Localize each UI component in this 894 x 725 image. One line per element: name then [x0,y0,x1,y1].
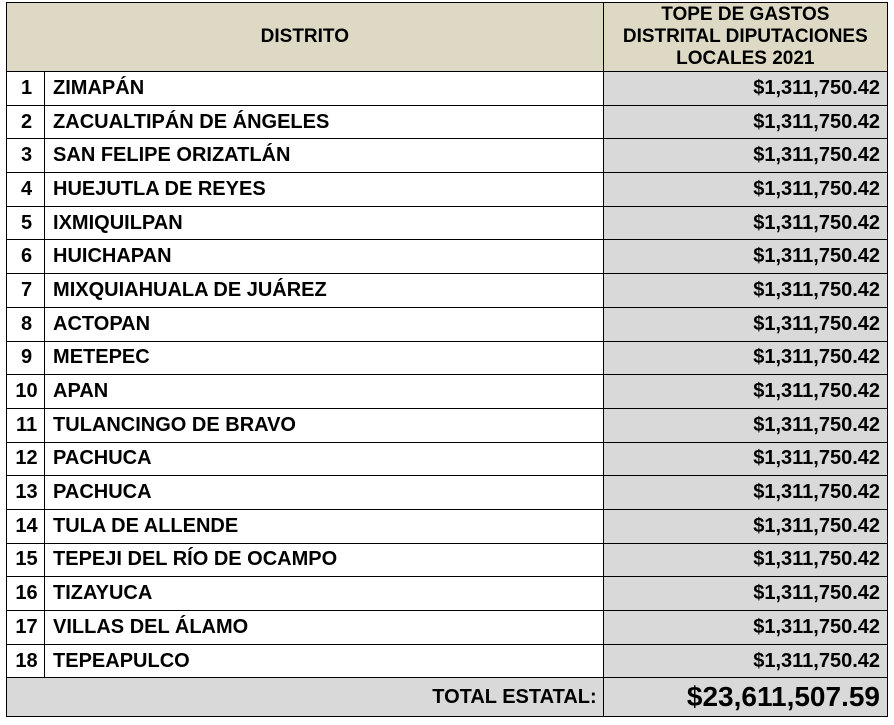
district-number-cell[interactable]: 12 [7,442,45,476]
district-number-cell[interactable]: 10 [7,375,45,409]
district-name-cell[interactable]: TIZAYUCA [45,577,604,611]
table-row [7,307,888,341]
district-number-cell[interactable]: 8 [7,307,45,341]
table-row [7,72,888,106]
district-number-cell[interactable]: 17 [7,611,45,645]
table-row [7,274,888,308]
district-name-cell[interactable]: TULANCINGO DE BRAVO [45,408,604,442]
table-row [7,206,888,240]
table-row [7,375,888,409]
table-row [7,543,888,577]
header-distrito-label: DISTRITO [260,26,349,47]
total-label: TOTAL ESTATAL: [432,685,597,708]
district-number-cell[interactable]: 18 [7,644,45,678]
table-row [7,476,888,510]
district-amount-cell[interactable]: $1,311,750.42 [603,442,887,476]
district-number-cell[interactable]: 15 [7,543,45,577]
district-name-cell[interactable]: MIXQUIAHUALA DE JUÁREZ [45,274,604,308]
district-number-cell[interactable]: 16 [7,577,45,611]
total-amount-cell[interactable] [603,678,887,717]
district-number-cell[interactable]: 14 [7,509,45,543]
district-amount-cell[interactable]: $1,311,750.42 [603,307,887,341]
table-row [7,644,888,678]
district-amount-cell[interactable]: $1,311,750.42 [603,375,887,409]
total-amount: $23,611,507.59 [686,681,880,713]
header-row [7,3,888,72]
table-row [7,408,888,442]
district-number-cell[interactable]: 6 [7,240,45,274]
district-name-cell[interactable]: TEPEAPULCO [45,644,604,678]
district-name-cell[interactable]: ACTOPAN [45,307,604,341]
district-amount-cell[interactable]: $1,311,750.42 [603,644,887,678]
district-number-cell[interactable]: 7 [7,274,45,308]
table-row [7,240,888,274]
district-name-cell[interactable]: PACHUCA [45,476,604,510]
district-number-cell[interactable]: 2 [7,105,45,139]
district-number-cell[interactable]: 4 [7,173,45,207]
district-amount-cell[interactable]: $1,311,750.42 [603,611,887,645]
table-row [7,442,888,476]
header-distrito-cell[interactable] [7,3,604,72]
district-amount-cell[interactable]: $1,311,750.42 [603,476,887,510]
district-amount-cell[interactable]: $1,311,750.42 [603,274,887,308]
district-amount-cell[interactable]: $1,311,750.42 [603,139,887,173]
header-tope-line-3: LOCALES 2021 [676,48,815,69]
district-amount-cell[interactable]: $1,311,750.42 [603,240,887,274]
district-amount-cell[interactable]: $1,311,750.42 [603,72,887,106]
table-row [7,509,888,543]
district-amount-cell[interactable]: $1,311,750.42 [603,408,887,442]
district-amount-cell[interactable]: $1,311,750.42 [603,341,887,375]
campaign-spending-limit-table [6,2,888,717]
district-amount-cell[interactable]: $1,311,750.42 [603,543,887,577]
district-name-cell[interactable]: ZACUALTIPÁN DE ÁNGELES [45,105,604,139]
district-amount-cell[interactable]: $1,311,750.42 [603,105,887,139]
district-name-cell[interactable]: METEPEC [45,341,604,375]
table-row [7,173,888,207]
district-name-cell[interactable]: IXMIQUILPAN [45,206,604,240]
district-amount-cell[interactable]: $1,311,750.42 [603,577,887,611]
total-label-cell[interactable] [7,678,604,717]
district-number-cell[interactable]: 13 [7,476,45,510]
table-row [7,611,888,645]
table-row [7,577,888,611]
district-name-cell[interactable]: PACHUCA [45,442,604,476]
district-name-cell[interactable]: HUICHAPAN [45,240,604,274]
table-row [7,139,888,173]
district-amount-cell[interactable]: $1,311,750.42 [603,206,887,240]
district-number-cell[interactable]: 11 [7,408,45,442]
district-number-cell[interactable]: 9 [7,341,45,375]
district-amount-cell[interactable]: $1,311,750.42 [603,509,887,543]
district-number-cell[interactable]: 5 [7,206,45,240]
district-name-cell[interactable]: SAN FELIPE ORIZATLÁN [45,139,604,173]
district-name-cell[interactable]: HUEJUTLA DE REYES [45,173,604,207]
district-number-cell[interactable]: 3 [7,139,45,173]
district-name-cell[interactable]: TULA DE ALLENDE [45,509,604,543]
header-tope-line-1: TOPE DE GASTOS [661,4,830,25]
total-row [7,678,888,717]
district-number-cell[interactable]: 1 [7,72,45,106]
table-row [7,341,888,375]
table-body [7,72,888,717]
district-name-cell[interactable]: TEPEJI DEL RÍO DE OCAMPO [45,543,604,577]
district-name-cell[interactable]: ZIMAPÁN [45,72,604,106]
table-row [7,105,888,139]
district-amount-cell[interactable]: $1,311,750.42 [603,173,887,207]
district-name-cell[interactable]: VILLAS DEL ÁLAMO [45,611,604,645]
spreadsheet-sheet [6,2,888,717]
district-name-cell[interactable]: APAN [45,375,604,409]
header-tope-cell[interactable] [603,3,887,72]
header-tope-line-2: DISTRITAL DIPUTACIONES [622,26,868,47]
